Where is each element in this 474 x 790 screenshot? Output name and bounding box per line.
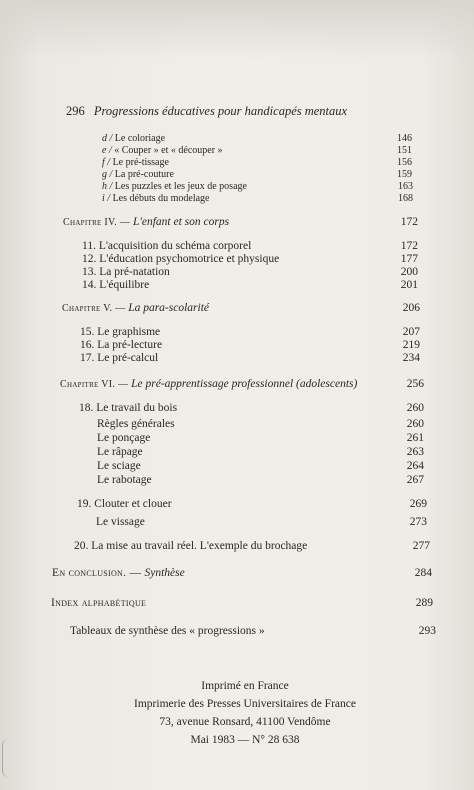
toc-conclusion [52,567,432,581]
subitem-label: Les débuts du modelage [112,193,210,204]
item-label: 11. L'acquisition du schéma corporel [82,240,252,252]
item-label: 17. Le pré-calcul [80,352,159,364]
item-label: 15. Le graphisme [80,326,161,338]
chapter-title: L'enfant et son corps [133,216,230,228]
conclusion-page: 284 [414,567,432,579]
imprint-line-1: Imprimé en France [201,680,289,692]
subitem-page: 146 [397,133,412,144]
chapter-prefix: Chapitre V. — [62,303,129,314]
subitem-page: 263 [406,446,424,458]
toc-chapter-4 [63,216,418,230]
toc-item-12 [82,253,418,267]
subitem-label: Règles générales [97,418,175,430]
item-page: 200 [400,266,418,278]
item-label: 20. La mise au travail réel. L'exemple du brochage [74,540,308,552]
item-page: 260 [406,402,424,414]
subitem-label: Les puzzles et les jeux de posage [114,181,247,192]
toc-subitem [97,432,424,446]
chapter-page: 172 [400,216,418,228]
pencil-mark [2,738,17,778]
subitem-letter: g / [102,169,113,180]
item-page: 234 [402,352,420,364]
header-title: Progressions éducatives pour handicapés mentaux [93,104,348,118]
subitem-page: 168 [398,193,413,204]
subitem-label: Le ponçage [97,432,151,444]
subitem-page: 163 [398,181,413,192]
chapter-page: 256 [406,378,424,390]
imprint-line-3: 73, avenue Ronsard, 41100 Vendôme [159,716,331,728]
chapter-title: Le pré-apprentissage professionnel (adolescents) [131,378,358,390]
header-page-number: 296 [66,104,85,118]
running-header [66,104,347,119]
item-page: 172 [400,240,418,252]
chapter-title: La para-scolarité [128,302,210,314]
toc-subitem-i [102,193,412,207]
toc-subitem [97,460,424,474]
subitem-page: 156 [397,157,412,168]
subitem-label: Le coloriage [114,133,166,144]
toc-item-14 [82,279,418,293]
subitem-letter: i / [102,193,111,204]
item-page: 177 [400,253,418,265]
imprint-line-4: Mai 1983 — N° 28 638 [190,734,300,746]
item-label: 12. L'éducation psychomotrice et physique [82,253,280,265]
item-page: 269 [409,498,427,510]
subitem-page: 261 [406,432,424,444]
item-label: 16. La pré-lecture [80,339,163,351]
subitem-letter: e / [102,145,112,156]
chapter-prefix: Chapitre IV. — [63,217,133,228]
subitem-letter: h / [102,181,113,192]
toc-item-11 [82,240,418,254]
subitem-letter: d / [102,133,113,144]
imprint-line-2: Imprimerie des Presses Universitaires de France [134,698,356,710]
item-page: 277 [412,540,430,552]
subitem-page: 151 [397,145,412,156]
toc-item-15 [80,326,420,340]
toc-index [51,597,433,611]
conclusion-title: Synthèse [144,567,185,579]
item-page: 207 [402,326,420,338]
tableaux-label: Tableaux de synthèse des « progressions » [70,625,265,637]
conclusion-prefix: En conclusion. — [52,567,145,579]
toc-item-20 [74,540,430,554]
subitem-label: Le sciage [97,460,141,472]
toc-item-13 [82,266,418,280]
item-label: 13. La pré-natation [82,266,170,278]
item-label: 19. Clouter et clouer [77,498,172,510]
toc-item-16 [80,339,420,353]
item-label: 14. L'équilibre [82,279,150,291]
item-page: 201 [400,279,418,291]
item-page: 219 [402,339,420,351]
index-label: Index alphabétique [51,597,147,609]
subitem-page: 264 [406,460,424,472]
subitem-page: 267 [406,474,424,486]
toc-chapter-5 [62,302,420,316]
index-page: 289 [415,597,433,609]
toc-subitem [96,516,427,530]
toc-tableaux [70,625,436,639]
subitem-letter: f / [102,157,111,168]
chapter-page: 206 [402,302,420,314]
subitem-page: 260 [406,418,424,430]
toc-item-19 [77,498,427,512]
toc-chapter-6 [60,378,424,392]
toc-subitem [97,418,424,432]
chapter-prefix: Chapitre VI. — [60,379,132,390]
subitem-label: La pré-couture [114,169,174,180]
toc-subitem [97,474,424,488]
subitem-page: 159 [397,169,412,180]
tableaux-page: 293 [418,625,436,637]
toc-subitem [97,446,424,460]
subitem-label: Le râpage [97,446,143,458]
subitem-label: Le vissage [96,516,145,528]
subitem-label: Le rabotage [97,474,152,486]
subitem-page: 273 [409,516,427,528]
subitem-label: « Couper » et « découper » [114,145,223,156]
toc-item-18 [79,402,424,416]
subitem-label: Le pré-tissage [112,157,169,168]
toc-item-17 [80,352,420,366]
item-label: 18. Le travail du bois [79,402,178,414]
top-shadow [0,0,474,60]
